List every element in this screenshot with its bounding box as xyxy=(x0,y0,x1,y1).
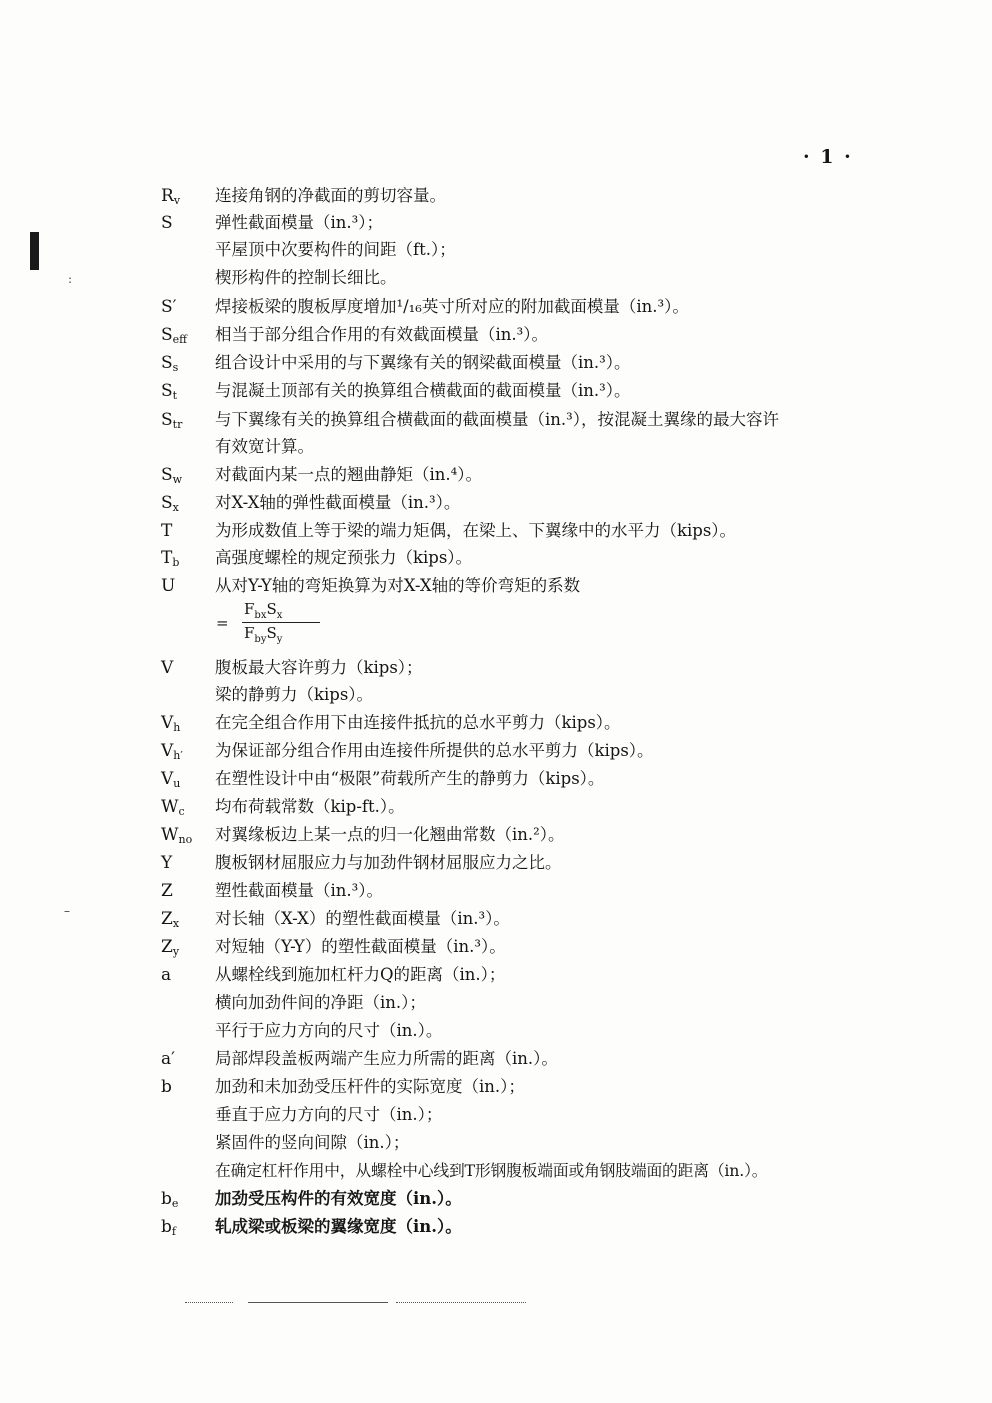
notation-entry xyxy=(0,322,992,350)
entry-definition: 腹板钢材屈服应力与加劲件钢材屈服应力之比。 xyxy=(215,853,562,872)
entry-definition: 焊接板梁的腹板厚度增加¹/₁₆英寸所对应的附加截面模量（in.³）。 xyxy=(215,297,689,316)
notation-entry xyxy=(0,962,992,990)
notation-entry xyxy=(0,183,992,211)
notation-entry xyxy=(0,462,992,490)
notation-entry xyxy=(0,210,992,238)
entry-symbol: b xyxy=(161,1077,172,1097)
entry-symbol: $V_{h'}$ xyxy=(161,741,183,762)
entry-symbol: Z xyxy=(161,881,173,901)
entry-definition: 为保证部分组合作用由连接件所提供的总水平剪力（kips）。 xyxy=(215,741,654,760)
entry-definition: 连接角钢的净截面的剪切容量。 xyxy=(215,186,446,205)
entry-symbol: $V_h$ xyxy=(161,713,181,734)
notation-entry xyxy=(0,794,992,822)
notation-entry xyxy=(0,710,992,738)
notation-entry xyxy=(0,822,992,850)
entry-symbol: $Z_x$ xyxy=(161,909,180,930)
notation-entry xyxy=(0,573,992,601)
entry-symbol: $T_b$ xyxy=(161,548,180,569)
entry-symbol: Y xyxy=(161,853,173,873)
entry-definition: 垂直于应力方向的尺寸（in.）； xyxy=(215,1105,443,1124)
entry-definition: 从螺栓线到施加杠杆力Q的距离（in.）； xyxy=(215,965,506,984)
notation-entry xyxy=(0,1214,992,1242)
entry-definition: 为形成数值上等于梁的端力矩偶，在梁上、下翼缘中的水平力（kips）。 xyxy=(215,521,737,540)
entry-definition: 对翼缘板边上某一点的归一化翘曲常数（in.²）。 xyxy=(215,825,565,844)
entry-symbol: $S_x$ xyxy=(161,493,179,514)
bottom-dotted-line xyxy=(185,1302,233,1303)
notation-entry xyxy=(0,1102,992,1130)
notation-entry xyxy=(0,1158,992,1186)
entry-definition: 与下翼缘有关的换算组合横截面的截面模量（in.³），按混凝土翼缘的最大容许 xyxy=(215,410,780,429)
notation-entry xyxy=(0,906,992,934)
entry-symbol: $W_c$ xyxy=(161,797,185,818)
formula-numerator: $F_{bx}S_x$ xyxy=(244,600,283,621)
formula-fraction-bar xyxy=(242,622,320,623)
notation-entry xyxy=(0,350,992,378)
entry-definition: 横向加劲件间的净距（in.）； xyxy=(215,993,426,1012)
notation-entry xyxy=(0,265,992,293)
entry-symbol: $R_v$ xyxy=(161,186,181,207)
entry-definition: 对截面内某一点的翘曲静矩（in.⁴）。 xyxy=(215,465,483,484)
entry-symbol: a′ xyxy=(161,1049,175,1069)
entry-definition: 紧固件的竖向间隙（in.）； xyxy=(215,1133,410,1152)
entry-definition: 腹板最大容许剪力（kips）； xyxy=(215,658,423,677)
bottom-dotted-line xyxy=(396,1302,526,1303)
notation-entry xyxy=(0,294,992,322)
entry-definition: 平行于应力方向的尺寸（in.）。 xyxy=(215,1021,443,1040)
entry-definition: 在确定杠杆作用中，从螺栓中心线到T形钢腹板端面或角钢肢端面的距离（in.）。 xyxy=(215,1161,768,1180)
scan-artifact-dash: – xyxy=(64,904,70,918)
notation-entry xyxy=(0,738,992,766)
entry-symbol: $S_w$ xyxy=(161,465,183,486)
entry-definition: 高强度螺栓的规定预张力（kips）。 xyxy=(215,548,473,567)
entry-symbol: a xyxy=(161,965,172,985)
entry-definition: 从对Y-Y轴的弯矩换算为对X-X轴的等价弯矩的系数 xyxy=(215,576,581,595)
entry-definition: 对长轴（X-X）的塑性截面模量（in.³）。 xyxy=(215,909,510,928)
entry-symbol: T xyxy=(161,521,173,541)
entry-definition: 加劲受压构件的有效宽度（in.）。 xyxy=(215,1189,462,1208)
entry-definition: 加劲和未加劲受压杆件的实际宽度（in.）； xyxy=(215,1077,525,1096)
entry-symbol: $Z_y$ xyxy=(161,937,180,958)
entry-definition: 平屋顶中次要构件的间距（ft.）； xyxy=(215,240,456,259)
entry-symbol: $S_{eff}$ xyxy=(161,325,187,346)
entry-symbol: $S_t$ xyxy=(161,381,178,402)
page-number: · 1 · xyxy=(803,146,853,168)
notation-entry xyxy=(0,1130,992,1158)
entry-symbol: V xyxy=(161,658,174,678)
entry-definition: 轧成梁或板梁的翼缘宽度（in.）。 xyxy=(215,1217,462,1236)
entry-symbol: S′ xyxy=(161,297,177,317)
notation-entry xyxy=(0,378,992,406)
entry-definition: 相当于部分组合作用的有效截面模量（in.³）。 xyxy=(215,325,549,344)
notation-entry xyxy=(0,490,992,518)
entry-definition: 对X-X轴的弹性截面模量（in.³）。 xyxy=(215,493,461,512)
notation-entry xyxy=(0,237,992,265)
entry-definition: 在完全组合作用下由连接件抵抗的总水平剪力（kips）。 xyxy=(215,713,621,732)
notation-entry xyxy=(0,1046,992,1074)
entry-definition: 对短轴（Y-Y）的塑性截面模量（in.³）。 xyxy=(215,937,506,956)
notation-entry xyxy=(0,434,992,462)
entry-symbol: $b_f$ xyxy=(161,1217,176,1238)
entry-definition: 塑性截面模量（in.³）。 xyxy=(215,881,384,900)
entry-definition: 弹性截面模量（in.³）； xyxy=(215,213,384,232)
bottom-rule-line xyxy=(248,1302,388,1303)
notation-entry xyxy=(0,1186,992,1214)
formula-equals: = xyxy=(216,614,229,632)
entry-symbol: $b_e$ xyxy=(161,1189,179,1210)
notation-entry xyxy=(0,934,992,962)
entry-definition: 有效宽计算。 xyxy=(215,437,314,456)
entry-definition: 均布荷载常数（kip-ft.）。 xyxy=(215,797,405,816)
notation-entry xyxy=(0,518,992,546)
entry-symbol: $W_{no}$ xyxy=(161,825,193,846)
notation-entry xyxy=(0,407,992,435)
entry-definition: 楔形构件的控制长细比。 xyxy=(215,268,397,287)
entry-symbol: $S_{tr}$ xyxy=(161,410,183,431)
entry-symbol: S xyxy=(161,213,173,233)
entry-definition: 组合设计中采用的与下翼缘有关的钢梁截面模量（in.³）。 xyxy=(215,353,631,372)
notation-entry xyxy=(0,1018,992,1046)
entry-definition: 与混凝土顶部有关的换算组合横截面的截面模量（in.³）。 xyxy=(215,381,631,400)
notation-entry xyxy=(0,655,992,683)
formula-denominator: $F_{by}S_y$ xyxy=(244,624,283,645)
entry-definition: 局部焊段盖板两端产生应力所需的距离（in.）。 xyxy=(215,1049,558,1068)
notation-entry xyxy=(0,766,992,794)
notation-entry xyxy=(0,850,992,878)
notation-entry xyxy=(0,990,992,1018)
entry-symbol: $V_u$ xyxy=(161,769,181,790)
entry-symbol: $S_s$ xyxy=(161,353,179,374)
notation-entry xyxy=(0,682,992,710)
entry-symbol: U xyxy=(161,576,176,596)
notation-entry xyxy=(0,1074,992,1102)
entry-definition: 在塑性设计中由“极限”荷载所产生的静剪力（kips）。 xyxy=(215,769,605,788)
notation-entry xyxy=(0,545,992,573)
entry-definition: 梁的静剪力（kips）。 xyxy=(215,685,374,704)
notation-entry xyxy=(0,878,992,906)
scan-artifact-dots: : xyxy=(68,272,73,286)
